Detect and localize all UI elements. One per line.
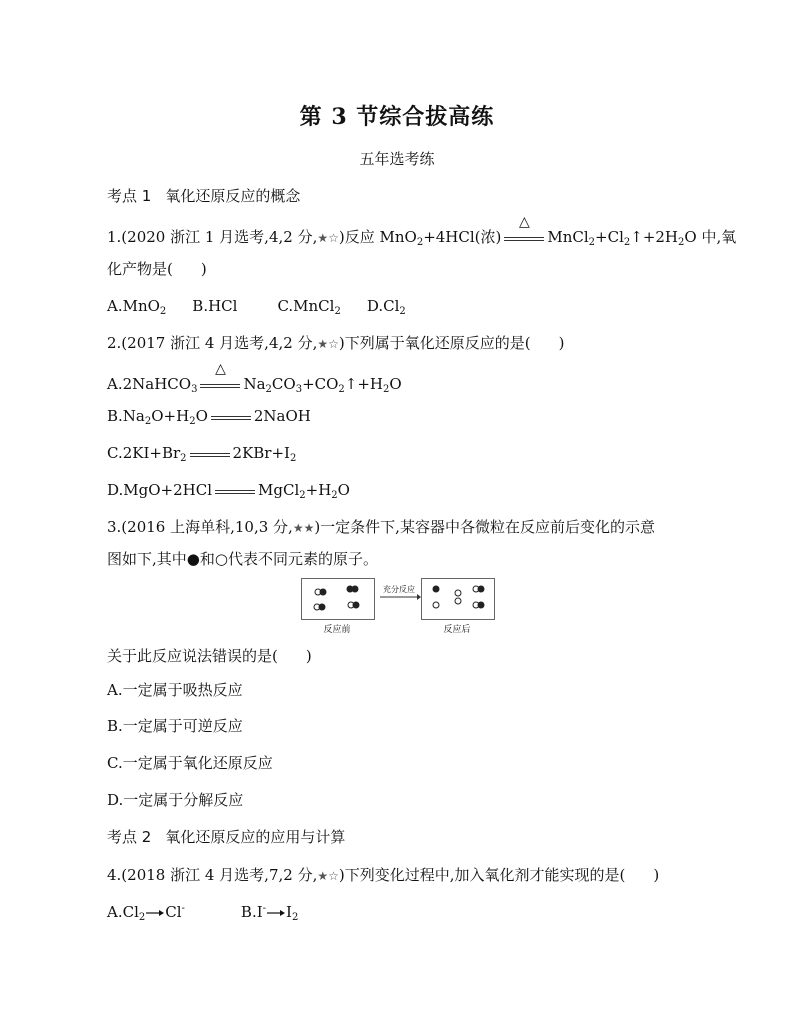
difficulty-stars: ★☆	[317, 337, 339, 351]
question-2-option-a: A.2NaHCO$_3$ △ $Na_2CO_3+CO_2↑+H_2O$	[107, 361, 402, 395]
option-a: A.MnO$_2$	[107, 297, 167, 317]
option-b: B.HCl	[192, 297, 238, 315]
subscript: 2	[588, 237, 596, 248]
answer-paren: )	[305, 647, 312, 665]
option-b: B.I- $I_2$	[240, 903, 299, 923]
question-4-options	[107, 901, 298, 923]
heat-triangle-icon: △	[518, 214, 530, 230]
question-1-line-1	[107, 214, 737, 249]
difficulty-stars: ★☆	[317, 231, 339, 245]
q1-product-text: O 中,氧	[684, 228, 737, 246]
option-d: $D.Cl_2$	[366, 297, 406, 317]
equals-sign	[215, 480, 255, 502]
section-heading-2	[107, 826, 345, 848]
subscript: 2	[678, 237, 685, 248]
q1-reaction-text: )反应 MnO	[338, 228, 417, 246]
section-title: 氧化还原反应的概念	[165, 187, 301, 205]
difficulty-stars: ★★	[292, 521, 315, 535]
question-3-option-c: C.一定属于氧化还原反应	[107, 754, 273, 772]
question-3-line-2	[107, 548, 378, 570]
question-3-line-1	[107, 516, 655, 539]
reaction-diagram	[301, 578, 493, 638]
answer-paren: )	[200, 260, 207, 278]
answer-paren: )	[558, 334, 565, 352]
question-2-option-d: D.MgO+2HCl $MgCl_2+H_2O$	[107, 481, 350, 501]
q1-product-text: ↑+2H	[630, 228, 679, 246]
molecule-icons	[422, 579, 494, 619]
q1-question-text: 化产物是(	[107, 260, 173, 278]
section-heading-1	[107, 185, 300, 207]
q1-source: 1.(2020 浙江 1 月选考,4,2 分,	[107, 228, 318, 246]
question-1-options	[107, 295, 406, 317]
section-label: 考点 2	[107, 828, 152, 846]
question-3-option-a: A.一定属于吸热反应	[107, 681, 243, 699]
q1-product-text: +Cl	[595, 228, 624, 246]
option-c: C.MnCl$_2$	[277, 297, 341, 317]
heating-equals-sign	[504, 214, 544, 249]
question-3-option-d: D.一定属于分解反应	[107, 791, 244, 809]
question-1-line-2	[107, 258, 207, 280]
q3-question-text: )一定条件下,某容器中各微粒在反应前后变化的示意	[314, 518, 655, 536]
q3-question-text: 关于此反应说法错误的是(	[107, 647, 278, 665]
subscript: 2	[416, 237, 424, 248]
question-3-option-b: B.一定属于可逆反应	[107, 717, 243, 735]
question-2-option-b: $B.Na_2O+H_2O$ 2NaOH	[107, 407, 311, 427]
after-reaction-box	[421, 578, 495, 620]
subscript: 2	[623, 237, 631, 248]
after-caption: 反应后	[443, 625, 471, 635]
option-a: $A.Cl_2$ Cl-	[107, 903, 185, 923]
arrow-label: 充分反应	[383, 585, 415, 594]
q3-question-text: 图如下,其中●和○代表不同元素的原子。	[107, 550, 378, 568]
right-arrow-icon	[379, 592, 421, 602]
q1-product-text: MnCl	[547, 228, 589, 246]
section-label: 考点 1	[107, 187, 152, 205]
right-arrow-icon	[266, 908, 286, 918]
heating-equals-sign	[200, 361, 240, 396]
right-arrow-icon	[145, 908, 165, 918]
difficulty-stars: ★☆	[317, 869, 339, 883]
page-title: 第 3 节综合拔高练	[299, 104, 495, 130]
q2-question-text: )下列属于氧化还原反应的是(	[338, 334, 531, 352]
molecule-icons	[302, 579, 374, 619]
q4-source: 4.(2018 浙江 4 月选考,7,2 分,	[107, 866, 318, 884]
section-title: 氧化还原反应的应用与计算	[165, 828, 346, 846]
q4-question-text: )下列变化过程中,加入氧化剂才能实现的是(	[338, 866, 626, 884]
equals-sign	[211, 406, 251, 428]
answer-paren: )	[653, 866, 660, 884]
before-reaction-box	[301, 578, 375, 620]
q1-reactant-text: +4HCl(浓)	[423, 228, 502, 246]
question-3-prompt	[107, 645, 312, 667]
question-2-stem	[107, 332, 564, 355]
equals-sign	[190, 443, 230, 465]
page-subtitle: 五年选考练	[359, 150, 435, 168]
heat-triangle-icon: △	[215, 361, 226, 377]
q3-source: 3.(2016 上海单科,10,3 分,	[107, 518, 293, 536]
before-caption: 反应前	[323, 625, 351, 635]
q2-source: 2.(2017 浙江 4 月选考,4,2 分,	[107, 334, 318, 352]
question-2-option-c: $C.2KI+Br_2$ $2KBr+I_2$	[107, 444, 297, 464]
question-4-stem	[107, 864, 659, 887]
